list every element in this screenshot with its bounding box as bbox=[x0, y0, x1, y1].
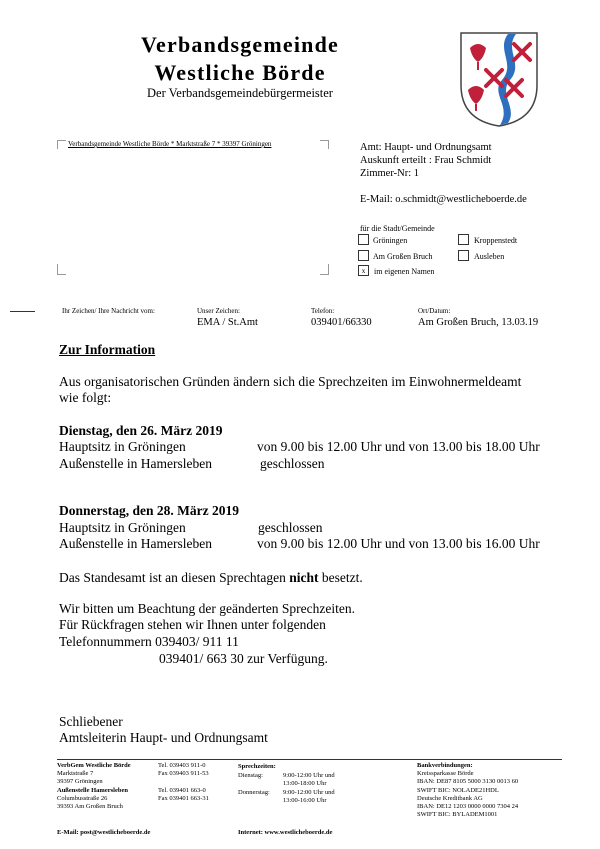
telefon-value: 039401/66330 bbox=[311, 317, 372, 328]
footer-divider bbox=[57, 759, 562, 760]
checkbox-ausleben[interactable] bbox=[458, 250, 469, 261]
fold-mark bbox=[57, 264, 66, 275]
signature-title: Amtsleiterin Haupt- und Ordnungsamt bbox=[59, 730, 268, 745]
contact-email: E-Mail: o.schmidt@westlicheboerde.de bbox=[360, 194, 527, 205]
contact-zimmer: Zimmer-Nr: 1 bbox=[360, 168, 419, 179]
title-line-1: Verbandsgemeinde bbox=[140, 32, 340, 57]
day1-place-1: Hauptsitz in Gröningen bbox=[59, 439, 186, 454]
checkbox-eigenen-namen[interactable]: x bbox=[358, 265, 369, 276]
telefon-label: Telefon: bbox=[311, 307, 335, 315]
footer-email[interactable]: E-Mail: post@westlicheboerde.de bbox=[57, 829, 151, 836]
contact-amt: Amt: Haupt- und Ordnungsamt bbox=[360, 142, 492, 153]
closing-line-1: Wir bitten um Beachtung der geänderten Sprechzeiten. bbox=[59, 601, 355, 616]
checkbox-kroppenstedt[interactable] bbox=[458, 234, 469, 245]
footer-sprechzeiten-time-1b: 13:00-18:00 Uhr bbox=[283, 780, 327, 787]
closing-line-2: Für Rückfragen stehen wir Ihnen unter folgenden bbox=[59, 617, 326, 632]
day1-time-2: geschlossen bbox=[260, 456, 325, 471]
fold-mark bbox=[320, 264, 329, 275]
closing-line-4: 039401/ 663 30 zur Verfügung. bbox=[159, 651, 328, 666]
unser-zeichen-value: EMA / St.Amt bbox=[197, 317, 258, 328]
intro-line-1: Aus organisatorischen Gründen ändern sich die Sprechzeiten im Einwohnermeldeamt bbox=[59, 374, 522, 389]
day2-time-1: geschlossen bbox=[258, 520, 323, 535]
day1-time-1: von 9.00 bis 12.00 Uhr und von 13.00 bis 18.00 Uhr bbox=[257, 439, 540, 454]
checkbox-label-eigenen-namen: im eigenen Namen bbox=[374, 267, 435, 276]
standesamt-note: Das Standesamt ist an diesen Sprechtagen nicht besetzt. bbox=[59, 570, 363, 585]
checkbox-label-groeningen: Gröningen bbox=[373, 236, 408, 245]
ort-datum-label: Ort/Datum: bbox=[418, 307, 451, 315]
fold-mark bbox=[57, 140, 66, 149]
subtitle: Der Verbandsgemeindebürgermeister bbox=[147, 86, 333, 100]
day2-date: Donnerstag, den 28. März 2019 bbox=[59, 503, 239, 518]
footer-sprechzeiten-title: Sprechzeiten: bbox=[238, 763, 276, 770]
title-line-2: Westliche Börde bbox=[154, 60, 326, 85]
fold-mark bbox=[320, 140, 329, 149]
footer-sprechzeiten-day-1: Dienstag: bbox=[238, 772, 263, 779]
closing-line-3: Telefonnummern 039403/ 911 11 bbox=[59, 634, 239, 649]
ort-datum-value: Am Großen Bruch, 13.03.19 bbox=[418, 317, 539, 328]
signature-name: Schliebener bbox=[59, 714, 123, 729]
checkbox-label-ausleben: Ausleben bbox=[474, 252, 505, 261]
day1-place-2: Außenstelle in Hamersleben bbox=[59, 456, 212, 471]
checkbox-label-kroppenstedt: Kroppenstedt bbox=[474, 236, 518, 245]
day1-date: Dienstag, den 26. März 2019 bbox=[59, 423, 223, 438]
footer-internet[interactable]: Internet: www.westlicheboerde.de bbox=[238, 829, 333, 836]
sender-line: Verbandsgemeinde Westliche Börde * Marktstraße 7 * 39397 Gröningen bbox=[68, 140, 272, 148]
coat-of-arms-icon bbox=[458, 30, 540, 128]
day2-place-1: Hauptsitz in Gröningen bbox=[59, 520, 186, 535]
footer-sprechzeiten-time-2a: 9:00-12:00 Uhr und bbox=[283, 789, 335, 796]
footer-col-bank: Bankverbindungen: Kreissparkasse Börde IBAN: DE87 8105 5000 3130 0013 60 SWIFT BIC: NOLADE21HDL Deutsche Kreditbank AG IBAN: DE12 1203 0000 0000 7304 24 SWIFT BIC: BYLADEM1001 bbox=[417, 762, 519, 819]
footer-col-phone: Tel. 039403 911-0 Fax 039403 911-53 Tel. 039401 663-0 Fax 039401 663-31 bbox=[158, 762, 209, 802]
footer-sprechzeiten-day-2: Donnerstag: bbox=[238, 789, 270, 796]
day2-place-2: Außenstelle in Hamersleben bbox=[59, 536, 212, 551]
unser-zeichen-label: Unser Zeichen: bbox=[197, 307, 240, 315]
footer-sprechzeiten-time-1a: 9:00-12:00 Uhr und bbox=[283, 772, 335, 779]
intro-line-2: wie folgt: bbox=[59, 390, 112, 405]
footer-col-address: VerbGem Westliche Börde Marktstraße 7 39397 Gröningen Außenstelle Hamersleben Columbusstraße 26 39393 Am Großen Bruch bbox=[57, 762, 131, 811]
contact-auskunft: Auskunft erteilt : Frau Schmidt bbox=[360, 155, 492, 166]
checkbox-groeningen[interactable] bbox=[358, 234, 369, 245]
ihr-zeichen-label: Ihr Zeichen/ Ihre Nachricht vom: bbox=[62, 307, 155, 315]
gemeinde-label: für die Stadt/Gemeinde bbox=[360, 224, 435, 233]
letter-heading: Zur Information bbox=[59, 342, 156, 357]
fold-line bbox=[10, 311, 35, 312]
day2-time-2: von 9.00 bis 12.00 Uhr und von 13.00 bis 16.00 Uhr bbox=[257, 536, 540, 551]
checkbox-am-grossen-bruch[interactable] bbox=[358, 250, 369, 261]
footer-sprechzeiten-time-2b: 13:00-16:00 Uhr bbox=[283, 797, 327, 804]
checkbox-label-am-grossen-bruch: Am Großen Bruch bbox=[373, 252, 433, 261]
